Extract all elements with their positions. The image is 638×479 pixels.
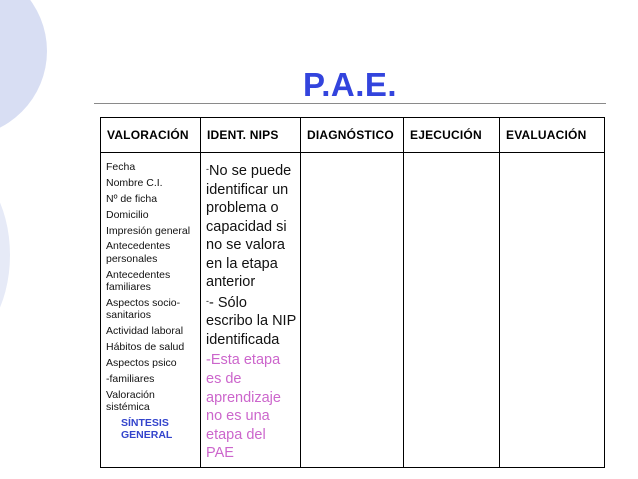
cell-ident-nips <box>201 153 301 468</box>
list-item: Hábitos de salud <box>106 341 185 353</box>
table-header-row <box>101 118 605 153</box>
list-item: Impresión general <box>106 224 191 237</box>
list-item: Antecedentes personales <box>106 240 171 265</box>
list-item: Domicilio <box>106 208 149 221</box>
cell-evaluacion <box>500 153 605 468</box>
cell-valoracion <box>101 153 201 468</box>
decorative-circle-lower <box>0 160 10 350</box>
nips-note-2-text: - Sólo escribo la NIP identificada <box>206 294 296 348</box>
nips-note-1 <box>206 162 296 292</box>
list-item: Fecha <box>106 161 136 173</box>
header-ident-nips: IDENT. NIPS <box>201 118 301 153</box>
header-evaluacion: EVALUACIÓN <box>500 118 605 153</box>
cell-diagnostico <box>301 153 404 468</box>
nips-notes <box>201 153 300 463</box>
list-item: -familiares <box>106 372 155 385</box>
header-ejecucion: EJECUCIÓN <box>404 118 500 153</box>
slide-title: P.A.E. <box>302 66 398 103</box>
list-item: Aspectos socio-sanitarios <box>106 296 181 322</box>
table-body-row <box>101 153 605 468</box>
list-item: Actividad laboral <box>106 325 184 338</box>
list-item: Antecedentes familiares <box>106 268 171 293</box>
nips-note-1-lead: - <box>206 164 209 174</box>
list-item: Valoración sistémica <box>106 388 155 413</box>
nips-note-3: -Esta etapa es de aprendizaje no es una etapa del PAE <box>206 352 281 462</box>
pae-table <box>100 117 605 468</box>
nips-note-2-lead: - <box>206 295 209 306</box>
header-diagnostico: DIAGNÓSTICO <box>301 118 404 153</box>
title-divider <box>94 103 606 104</box>
valoracion-list <box>101 153 200 413</box>
list-item: Aspectos psico <box>106 356 177 369</box>
sintesis-general-label: SÍNTESIS GENERAL <box>121 416 173 441</box>
nips-note-2 <box>206 294 296 350</box>
header-valoracion: VALORACIÓN <box>101 118 201 153</box>
nips-note-1-text: No se puede identificar un problema o capacidad si no se valora en la etapa anterior <box>206 163 292 291</box>
list-item: Nº de ficha <box>106 192 158 205</box>
list-item: Nombre C.I. <box>106 176 163 189</box>
cell-ejecucion <box>404 153 500 468</box>
